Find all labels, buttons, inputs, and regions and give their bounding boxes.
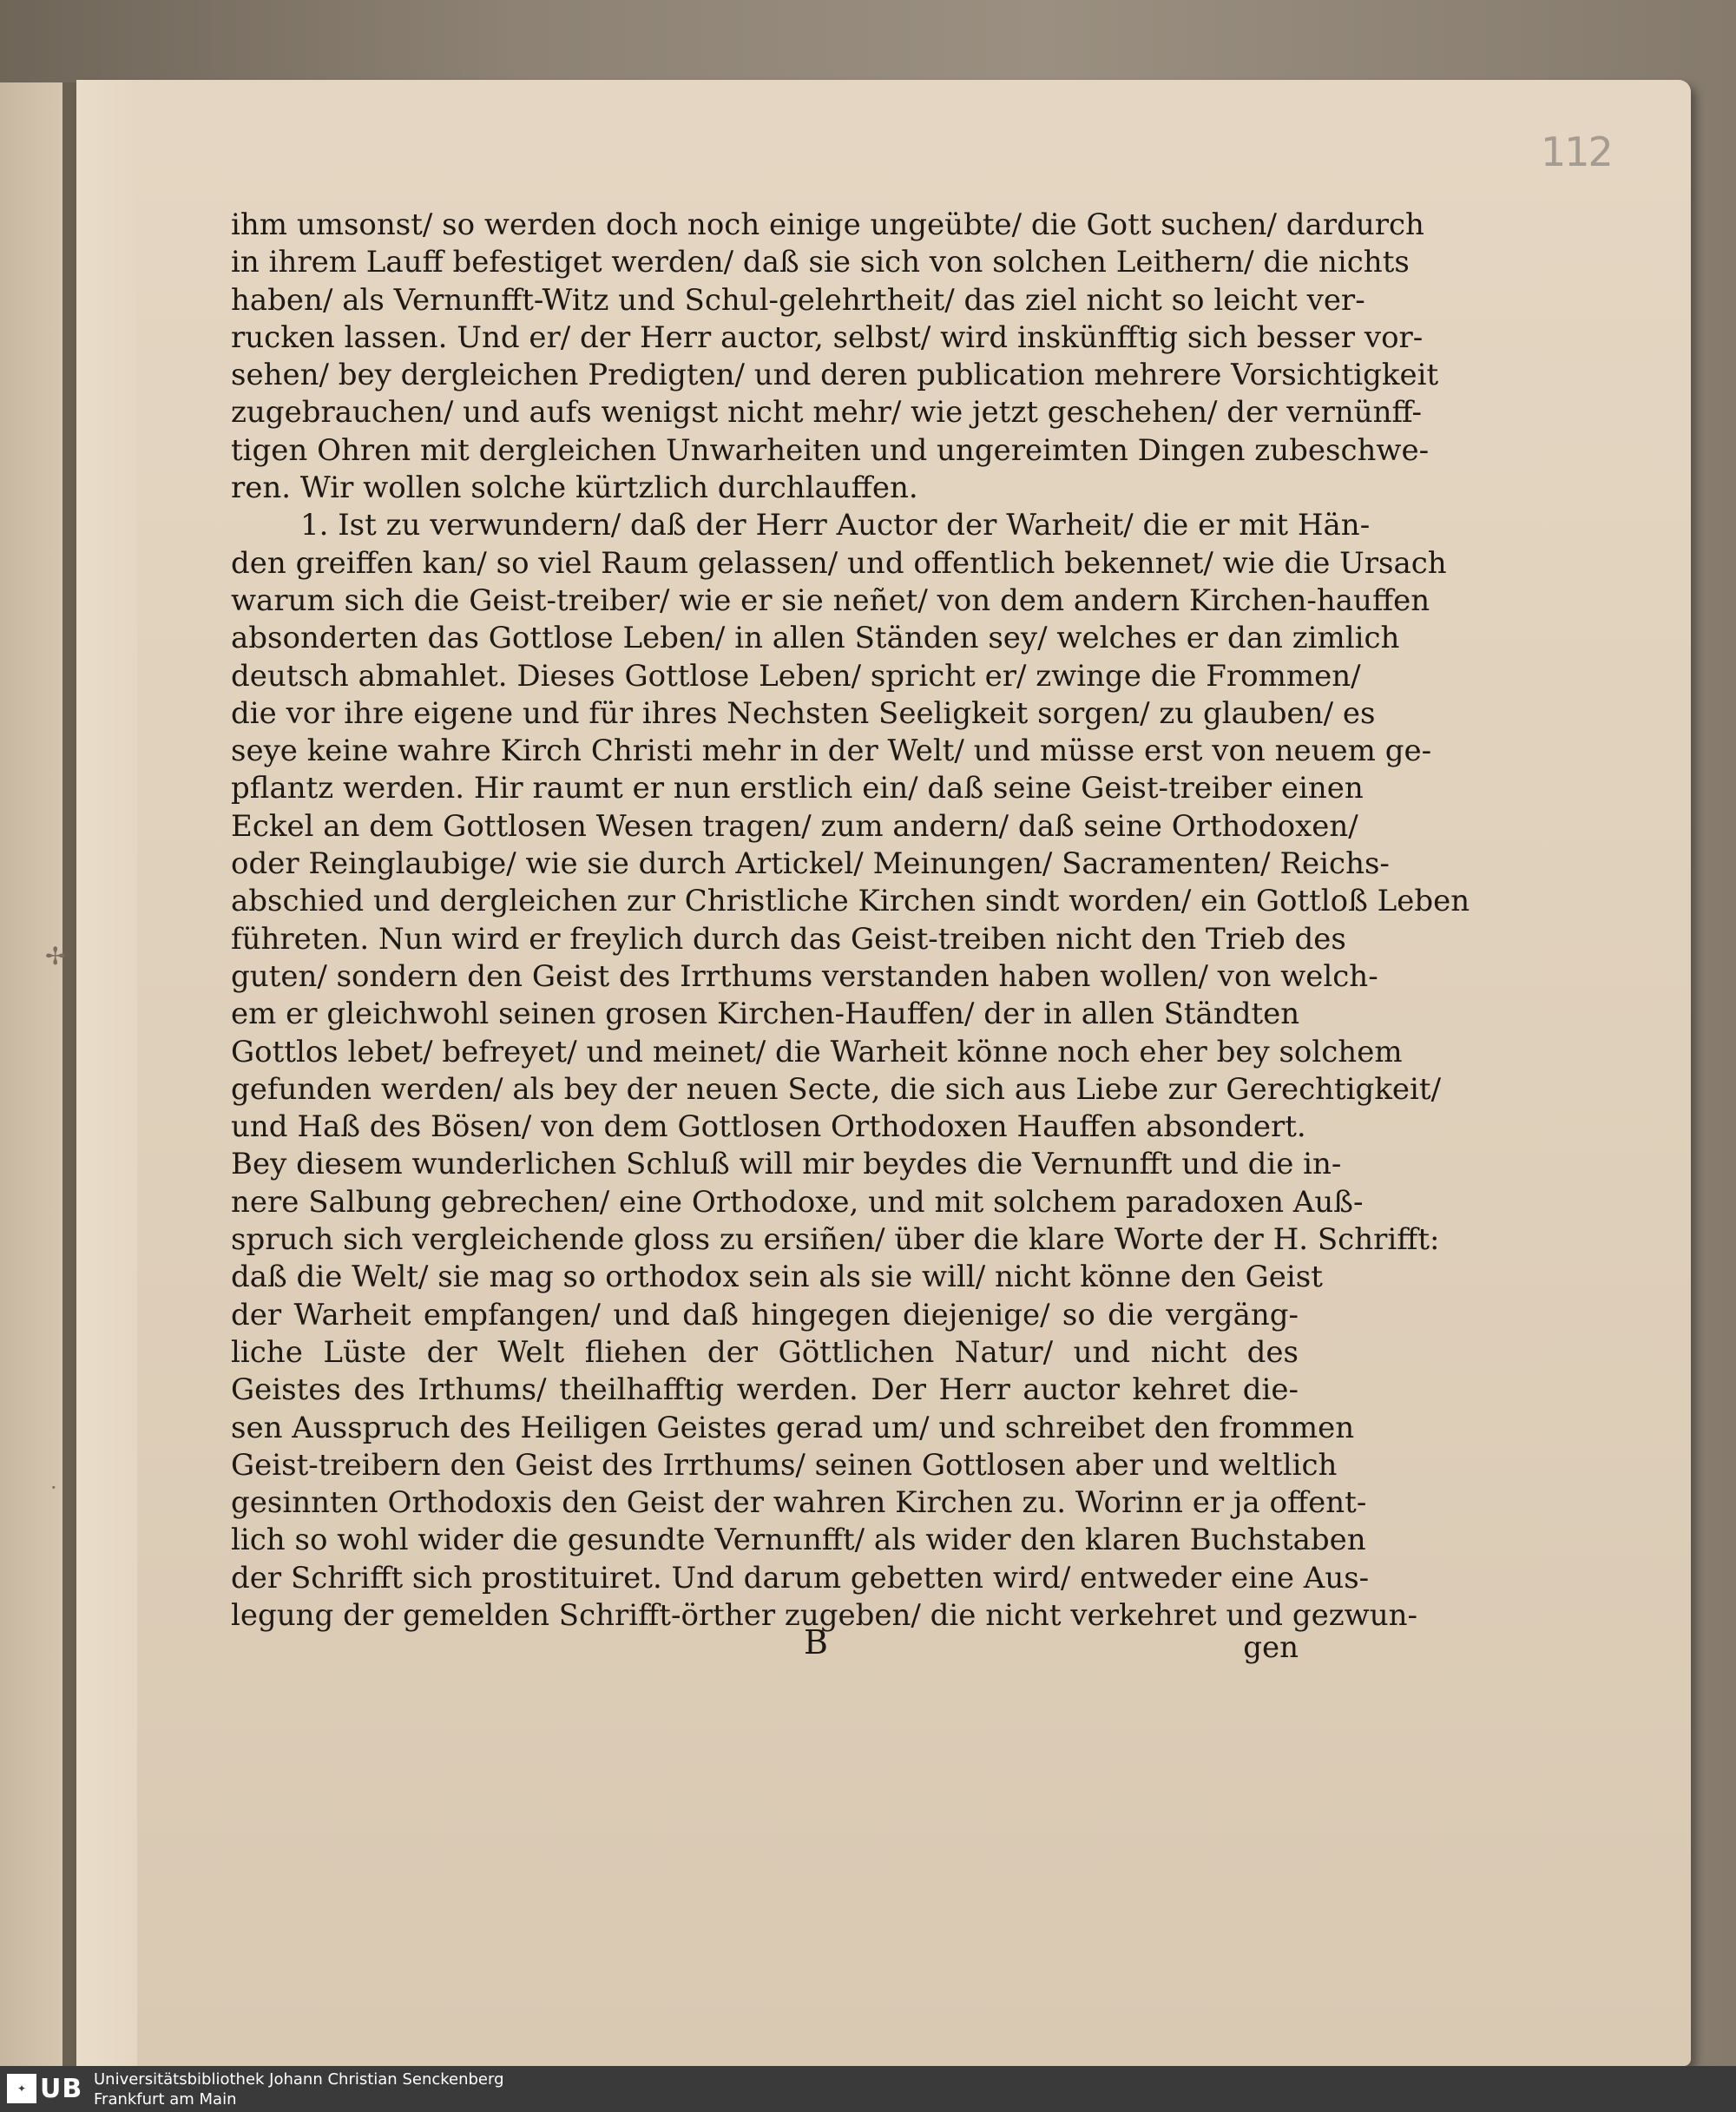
text-line: spruch sich vergleichende gloss zu ersiñen/ über die klare Worte der H. Schrifft: <box>231 1222 1440 1258</box>
text-line: daß die Welt/ sie mag so orthodox sein als sie will/ nicht könne den Geist <box>231 1260 1323 1295</box>
body-text <box>231 207 1470 1635</box>
text-line: gefunden werden/ als bey der neuen Secte, die sich aus Liebe zur Gerechtigkeit/ <box>231 1071 1442 1107</box>
text-line: den greiffen kan/ so viel Raum gelassen/ und offentlich bekennet/ wie die Ursach <box>231 545 1447 581</box>
text-line: 1. Ist zu verwundern/ daß der Herr Auctor der Warheit/ die er mit Hän- <box>300 508 1371 543</box>
text-line: haben/ als Vernunfft-Witz und Schul-gelehrtheit/ das ziel nicht so leicht ver- <box>231 282 1365 318</box>
library-logo-icon: ✦ <box>7 2074 36 2103</box>
text-line: sen Ausspruch des Heiligen Geistes gerad um/ und schreibet den frommen <box>231 1410 1355 1445</box>
text-line: absonderten das Gottlose Leben/ in allen Ständen sey/ welches er dan zimlich <box>231 621 1400 656</box>
text-line: Eckel an dem Gottlosen Wesen tragen/ zum andern/ daß seine Orthodoxen/ <box>231 808 1358 844</box>
text-line: ren. Wir wollen solche kürtzlich durchlauffen. <box>231 470 918 506</box>
text-line: und Haß des Bösen/ von dem Gottlosen Orthodoxen Hauffen absondert. <box>231 1109 1306 1145</box>
catchword: gen <box>1243 1630 1299 1665</box>
institution-name: Universitätsbibliothek Johann Christian Senckenberg <box>94 2070 504 2089</box>
previous-page-edge <box>0 82 64 2066</box>
text-line: Gottlos lebet/ befreyet/ und meinet/ die Warheit könne noch eher bey solchem <box>231 1034 1403 1069</box>
text-line: Bey diesem wunderlichen Schluß will mir beydes die Vernunfft und die in- <box>231 1147 1342 1182</box>
text-line: zugebrauchen/ und aufs wenigst nicht mehr/ wie jetzt geschehen/ der vernünff- <box>231 395 1422 431</box>
text-line: führeten. Nun wird er freylich durch das Geist-treiben nicht den Trieb des <box>231 921 1346 957</box>
margin-mark: ✢ <box>45 942 66 970</box>
text-line: em er gleichwohl seinen grosen Kirchen-Hauffen/ der in allen Ständten <box>231 997 1300 1032</box>
library-logo <box>7 2071 85 2106</box>
text-line: seye keine wahre Kirch Christi mehr in der Welt/ und müsse erst von neuem ge- <box>231 734 1432 769</box>
text-line: pflantz werden. Hir raumt er nun erstlich ein/ daß seine Geist-treiber einen <box>231 771 1364 806</box>
text-line: guten/ sondern den Geist des Irrthums verstanden haben wollen/ von welch- <box>231 958 1378 994</box>
text-line: rucken lassen. Und er/ der Herr auctor, selbst/ wird inskünfftig sich besser vor- <box>231 319 1424 355</box>
text-line: deutsch abmahlet. Dieses Gottlose Leben/ spricht er/ zwinge die Frommen/ <box>231 658 1361 694</box>
text-line: ihm umsonst/ so werden doch noch einige ungeübte/ die Gott suchen/ dardurch <box>231 207 1424 242</box>
text-line: legung der gemelden Schrifft-örther zugeben/ die nicht verkehret und gezwun- <box>231 1597 1418 1633</box>
folio-number: 112 <box>1541 128 1612 175</box>
text-line: in ihrem Lauff befestiget werden/ daß sie sich von solchen Leithern/ die nichts <box>231 245 1410 280</box>
text-line: Geistes des Irthums/ theilhafftig werden. Der Herr auctor kehret die- <box>231 1372 1299 1408</box>
text-line: lich so wohl wider die gesundte Vernunfft/ als wider den klaren Buchstaben <box>231 1523 1366 1558</box>
library-footer-bar <box>0 2066 1736 2112</box>
text-line: liche Lüste der Welt fliehen der Göttlichen Natur/ und nicht des <box>231 1334 1299 1370</box>
text-line: der Schrifft sich prostituiret. Und darum gebetten wird/ entweder eine Aus- <box>231 1560 1370 1596</box>
text-line: sehen/ bey dergleichen Predigten/ und deren publication mehrere Vorsichtigkeit <box>231 358 1439 393</box>
text-line: oder Reinglaubige/ wie sie durch Artickel/ Meinungen/ Sacramenten/ Reichs- <box>231 846 1390 882</box>
library-logo-text: UB <box>40 2073 83 2104</box>
text-line: gesinnten Orthodoxis den Geist der wahren Kirchen zu. Worinn er ja offent- <box>231 1485 1367 1521</box>
text-line: abschied und dergleichen zur Christliche Kirchen sindt worden/ ein Gottloß Leben <box>231 884 1470 919</box>
page-foot-line <box>231 1623 1299 1675</box>
signature-mark: B <box>804 1623 828 1661</box>
institution-city: Frankfurt am Main <box>94 2090 237 2109</box>
text-line: Geist-treibern den Geist des Irrthums/ seinen Gottlosen aber und weltlich <box>231 1447 1338 1483</box>
margin-mark: · <box>50 1476 57 1500</box>
text-line: warum sich die Geist-treiber/ wie er sie neñet/ von dem andern Kirchen-hauffen <box>231 582 1430 618</box>
text-line: die vor ihre eigene und für ihres Nechsten Seeligkeit sorgen/ zu glauben/ es <box>231 695 1376 731</box>
text-line: nere Salbung gebrechen/ eine Orthodoxe, und mit solchem paradoxen Auß- <box>231 1184 1364 1220</box>
text-line: der Warheit empfangen/ und daß hingegen diejenige/ so die vergäng- <box>231 1297 1299 1332</box>
text-line: tigen Ohren mit dergleichen Unwarheiten und ungereimten Dingen zubeschwe- <box>231 432 1430 468</box>
